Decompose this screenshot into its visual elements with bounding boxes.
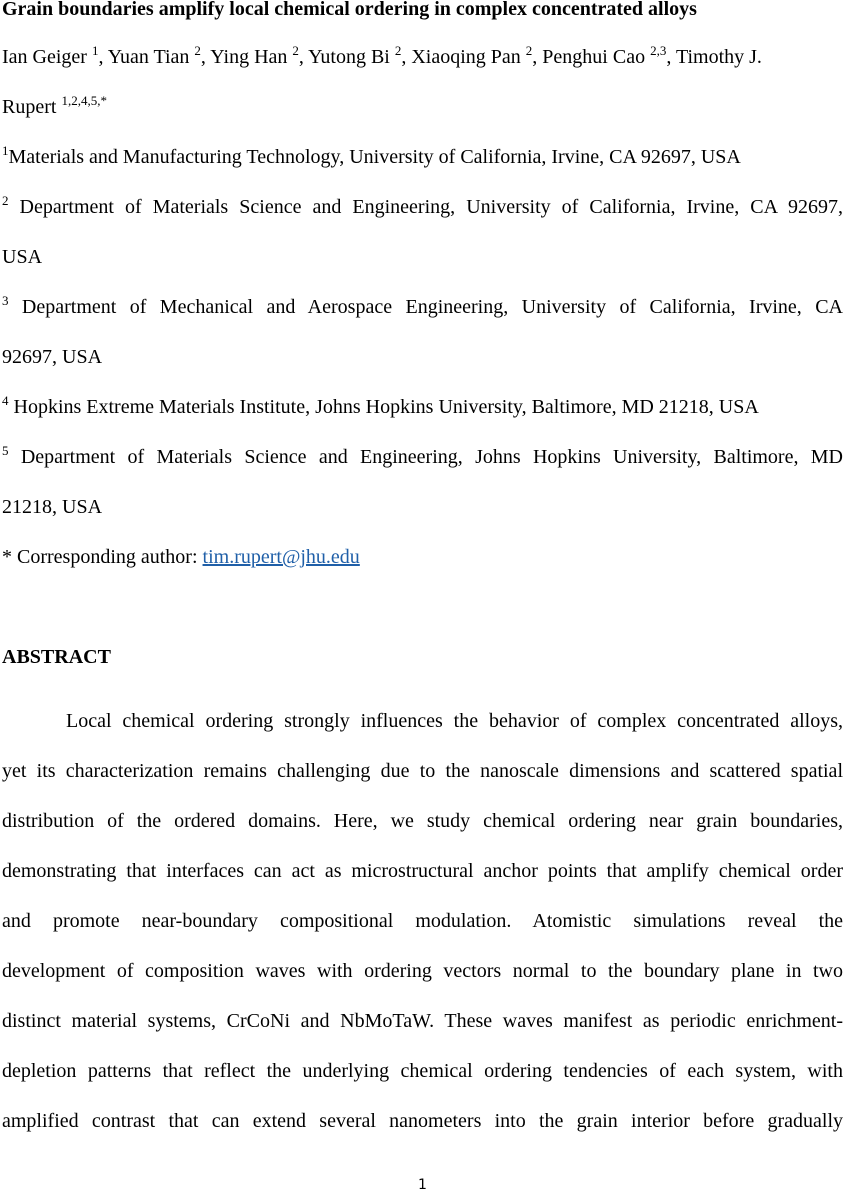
abstract-line: development of composition waves with ordering vectors normal to the boundary plane in two <box>2 960 843 982</box>
author-affil-sup: 2 <box>292 43 299 58</box>
abstract-line: and promote near-boundary compositional modulation. Atomistic simulations reveal the <box>2 910 843 932</box>
affiliation-5-line-1 <box>2 444 843 470</box>
affiliation-5-line-2: 21218, USA <box>2 496 103 518</box>
affiliation-1 <box>2 144 843 170</box>
affiliation-sup: 5 <box>2 443 9 458</box>
author-name: Ying Han <box>210 46 288 68</box>
author-name: Xiaoqing Pan <box>411 46 521 68</box>
corresponding-author <box>2 544 843 570</box>
abstract-line: distribution of the ordered domains. Here, we study chemical ordering near grain boundaries, <box>2 810 843 832</box>
author-affil-sup: 2,3 <box>650 43 667 58</box>
abstract-heading: ABSTRACT <box>2 646 111 668</box>
affiliation-text: Materials and Manufacturing Technology, University of California, Irvine, CA 92697, USA <box>8 146 741 168</box>
abstract-line: Local chemical ordering strongly influences the behavior of complex concentrated alloys, <box>66 710 843 732</box>
author-name-part: Rupert <box>2 96 57 118</box>
author-affil-sup: 1,2,4,5,* <box>61 93 107 108</box>
corresponding-label: * Corresponding author: <box>2 546 203 568</box>
affiliation-text: Department of Mechanical and Aerospace Engineering, University of California, Irvine, CA <box>21 296 843 318</box>
paper-title: Grain boundaries amplify local chemical ordering in complex concentrated alloys <box>2 0 697 20</box>
affiliation-2-line-2: USA <box>2 246 43 268</box>
affiliation-sup: 1 <box>2 143 9 158</box>
affiliation-3-line-2: 92697, USA <box>2 346 103 368</box>
author-name-part: Timothy J. <box>675 46 762 68</box>
affiliation-text: Department of Materials Science and Engineering, Johns Hopkins University, Baltimore, MD <box>20 446 844 468</box>
affiliation-2-line-1 <box>2 194 843 220</box>
affiliation-sup: 3 <box>2 293 9 308</box>
author-affil-sup: 1 <box>91 43 99 58</box>
affiliation-text: Hopkins Extreme Materials Institute, Johns Hopkins University, Baltimore, MD 21218, USA <box>13 396 759 418</box>
author-name: Yutong Bi <box>308 46 390 68</box>
email-link[interactable]: tim.rupert@jhu.edu <box>202 546 360 568</box>
author-line-1: Ian Geiger $^1$, Yuan Tian $^2$, Ying Han $^2$, Yutong Bi $^2$, Xiaoqing Pan $^2$, Penghui Cao $^{2,3}$, Timothy J. <box>2 43 762 68</box>
author-affil-sup: 2 <box>194 43 201 58</box>
affiliation-text: Department of Materials Science and Engineering, University of California, Irvine, CA 92697, <box>19 196 844 218</box>
author-line-2 <box>2 94 843 120</box>
page-number: 1 <box>418 1177 427 1193</box>
affiliation-3-line-1 <box>2 294 843 320</box>
abstract-line: amplified contrast that can extend several nanometers into the grain interior before gradually <box>2 1110 843 1132</box>
author-affil-sup: 2 <box>525 43 533 58</box>
author-name: Yuan Tian <box>107 46 190 68</box>
affiliation-4 <box>2 394 843 420</box>
abstract-line: demonstrating that interfaces can act as microstructural anchor points that amplify chemical order <box>2 860 843 882</box>
author-affil-sup: 2 <box>394 43 402 58</box>
affiliation-sup: 2 <box>2 193 9 208</box>
affiliation-sup: 4 <box>2 393 9 408</box>
author-name: Penghui Cao <box>542 46 646 68</box>
abstract-line: yet its characterization remains challenging due to the nanoscale dimensions and scattered spatial <box>2 760 843 782</box>
author-name: Ian Geiger <box>2 46 87 68</box>
abstract-line: depletion patterns that reflect the underlying chemical ordering tendencies of each system, with <box>2 1060 843 1082</box>
abstract-line: distinct material systems, CrCoNi and NbMoTaW. These waves manifest as periodic enrichment- <box>2 1010 843 1032</box>
